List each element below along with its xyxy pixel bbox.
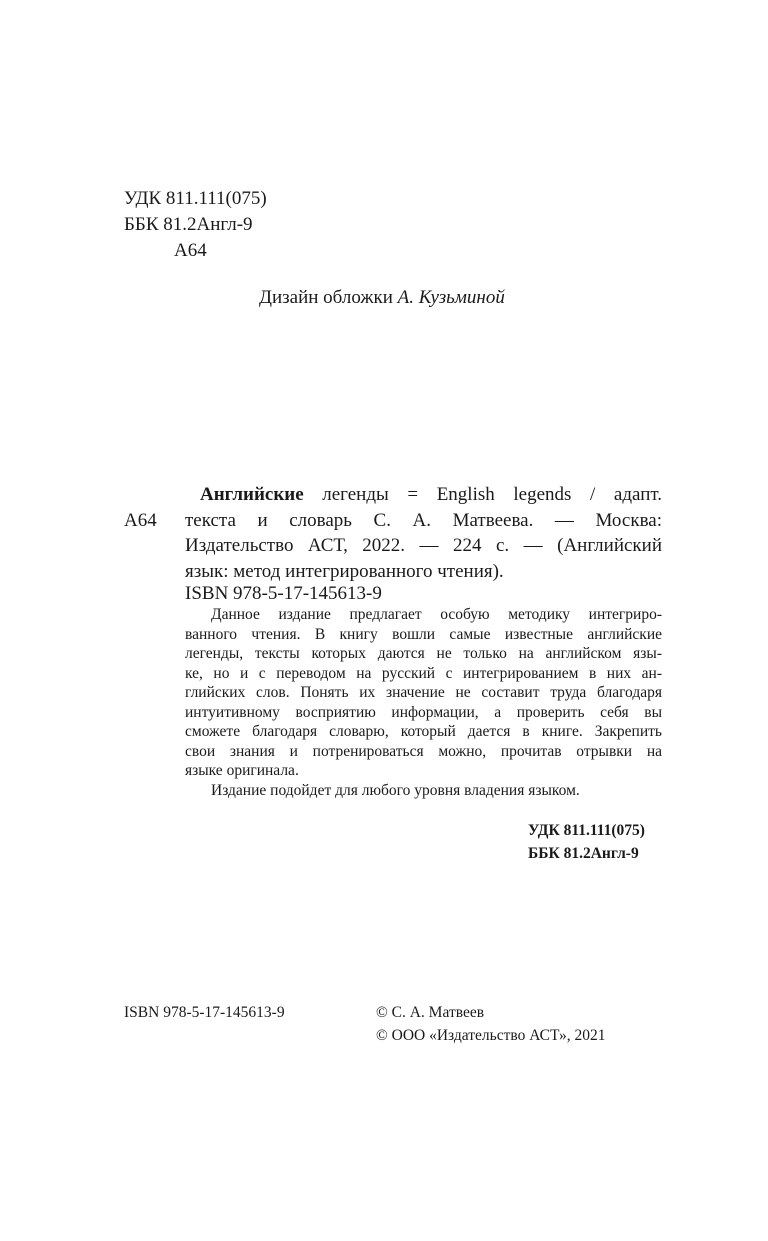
annotation-line: сможете благодаря словарю, который дается в книге. Закрепить	[185, 723, 662, 740]
copyright-publisher: © ООО «Издательство АСТ», 2021	[376, 1027, 606, 1044]
copyright-author: © С. А. Матвеев	[376, 1004, 485, 1021]
copyright-block	[376, 1001, 606, 1047]
annotation-line: Данное издание предлагает особую методику интегриро-	[211, 606, 662, 623]
udk-code: УДК 811.111(075)	[124, 188, 267, 209]
annotation-line: ке, но и с переводом на русский с интегрированием в них ан-	[185, 664, 662, 682]
biblio-line-2: текста и словарь С. А. Матвеева. — Москва:	[185, 509, 662, 531]
book-title-bold: Английские	[200, 484, 304, 505]
annotation-line: легенды, тексты которых даются не только на английском язы-	[185, 645, 662, 662]
cover-design-credit	[259, 285, 505, 311]
bbk-code: ББК 81.2Англ-9	[124, 214, 253, 235]
annotation-line: Издание подойдет для любого уровня владения языком.	[211, 781, 580, 799]
isbn-main: ISBN 978-5-17-145613-9	[185, 583, 382, 604]
annotation-text	[185, 605, 662, 800]
bibliographic-record	[185, 482, 662, 584]
isbn-footer: ISBN 978-5-17-145613-9	[124, 1004, 285, 1021]
biblio-author-sign: А64	[124, 510, 157, 531]
bold-classification-codes	[528, 819, 645, 865]
annotation-line: интуитивному восприятию информации, а проверить себя вы	[185, 703, 662, 721]
annotation-line: языке оригинала.	[185, 762, 299, 779]
annotation-line: ванного чтения. В книгу вошли самые известные английские	[185, 625, 662, 643]
biblio-line-1-rest: легенды = English legends / адапт.	[303, 484, 662, 505]
annotation-line: свои знания и потренироваться можно, прочитав отрывки на	[185, 742, 662, 760]
biblio-line-4: язык: метод интегрированного чтения).	[185, 560, 504, 582]
header-classification-codes	[124, 186, 267, 264]
annotation-line: глийских слов. Понять их значение не составит труда благодаря	[185, 684, 662, 701]
cover-design-prefix: Дизайн обложки	[259, 287, 393, 308]
cover-designer-name: А. Кузьминой	[397, 287, 505, 308]
bbk-code-bold: ББК 81.2Англ-9	[528, 845, 639, 862]
biblio-line-1	[185, 482, 662, 508]
author-sign: А64	[174, 240, 207, 261]
udk-code-bold: УДК 811.111(075)	[528, 822, 645, 839]
biblio-line-3: Издательство АСТ, 2022. — 224 с. — (Английский	[185, 535, 662, 556]
